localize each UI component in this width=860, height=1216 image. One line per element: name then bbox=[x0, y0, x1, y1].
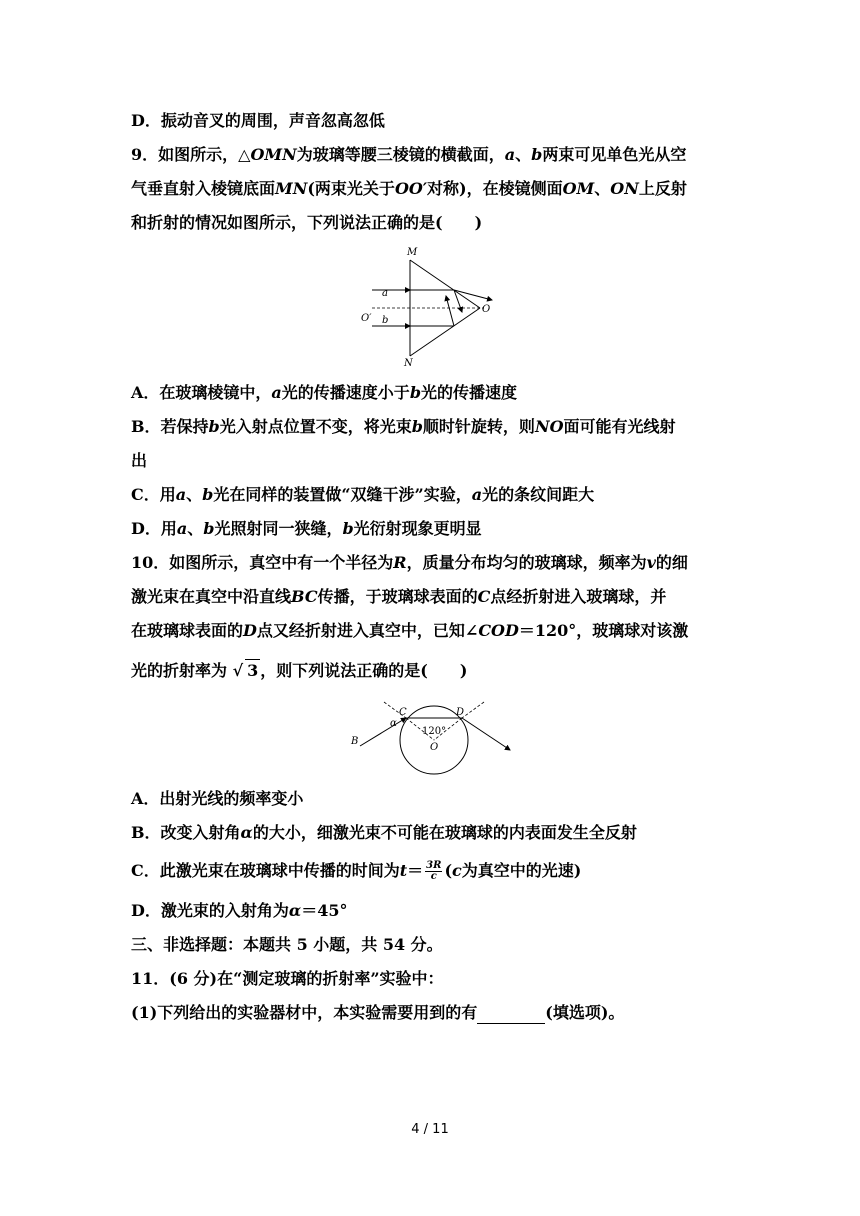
q10-option-c: C．此激光束在玻璃球中传播的时间为t＝ $\frac{3R}{c}$ (c为真空中的光速) bbox=[131, 860, 582, 882]
q9-option-d: D．用a、b光照射同一狭缝，b光衍射现象更明显 bbox=[131, 519, 482, 538]
label-d-point: D bbox=[456, 707, 465, 718]
q11-part1: (1)下列给出的实验器材中，本实验需要用到的有 (填选项)。 bbox=[131, 1003, 625, 1022]
label-c-point: C bbox=[399, 707, 407, 718]
q9-option-b-cont: 出 bbox=[131, 451, 148, 470]
q10-option-d: D．激光束的入射角为α＝45° bbox=[131, 901, 348, 920]
answer-blank[interactable] bbox=[477, 1007, 545, 1024]
q9-stem-line1: 9．如图所示，△OMN为玻璃等腰三棱镜的横截面，a、b两束可见单色光从空 bbox=[131, 145, 687, 164]
q10-stem-line2: 激光束在真空中沿直线BC传播，于玻璃球表面的C点经折射进入玻璃球，并 bbox=[131, 587, 667, 606]
q10-option-a: A．出射光线的频率变小 bbox=[131, 789, 304, 808]
sphere-figure bbox=[350, 700, 516, 780]
label-angle: 120° bbox=[422, 726, 447, 737]
prism-side-om bbox=[410, 260, 480, 308]
label-m: M bbox=[407, 247, 418, 258]
ray-b-reflect bbox=[446, 296, 454, 326]
prism-figure bbox=[358, 244, 504, 368]
fraction-3r-over-c: $\frac{3R}{c}$ bbox=[426, 860, 442, 882]
page-number: 4 / 11 bbox=[411, 1122, 449, 1137]
label-o-prime: O′ bbox=[361, 313, 372, 324]
q9-option-b: B．若保持b光入射点位置不变，将光束b顺时针旋转，则NO面可能有光线射 bbox=[131, 417, 676, 436]
label-b: b bbox=[382, 315, 389, 326]
q8-option-d: D．振动音叉的周围，声音忽高忽低 bbox=[131, 111, 385, 130]
ray-a-out bbox=[454, 290, 492, 300]
label-n: N bbox=[404, 358, 413, 368]
q9-stem-line2: 气垂直射入棱镜底面MN(两束光关于OO′对称)，在棱镜侧面OM、ON上反射 bbox=[131, 179, 687, 198]
label-alpha: α bbox=[390, 718, 397, 729]
label-o-center: O bbox=[430, 742, 439, 753]
sqrt-3: 3 bbox=[247, 661, 259, 680]
q9-option-a: A．在玻璃棱镜中，a光的传播速度小于b光的传播速度 bbox=[131, 383, 518, 402]
q10-option-b: B．改变入射角α的大小，细激光束不可能在玻璃球的内表面发生全反射 bbox=[131, 823, 637, 842]
q9-stem-line3: 和折射的情况如图所示，下列说法正确的是( ) bbox=[131, 213, 483, 232]
q10-stem-line1: 10．如图所示，真空中有一个半径为R，质量分布均匀的玻璃球，频率为v的细 bbox=[131, 553, 688, 572]
ray-out bbox=[462, 718, 510, 750]
q10-stem-line3: 在玻璃球表面的D点又经折射进入真空中，已知∠COD＝120°，玻璃球对该激 bbox=[131, 621, 689, 640]
q10-stem-line4: 光的折射率为 √ 3 ，则下列说法正确的是( ) bbox=[131, 661, 468, 680]
label-o: O bbox=[482, 304, 491, 315]
label-b-point: B bbox=[351, 736, 359, 747]
ray-bc bbox=[360, 718, 406, 746]
q9-option-c: C．用a、b光在同样的装置做“双缝干涉”实验，a光的条纹间距大 bbox=[131, 485, 595, 504]
q11-stem: 11．(6 分)在“测定玻璃的折射率”实验中： bbox=[131, 969, 444, 988]
label-a: a bbox=[382, 288, 388, 299]
normal-d bbox=[462, 702, 484, 718]
prism-side-on bbox=[410, 308, 480, 356]
section-3-heading: 三、非选择题：本题共 5 小题，共 54 分。 bbox=[131, 935, 443, 954]
